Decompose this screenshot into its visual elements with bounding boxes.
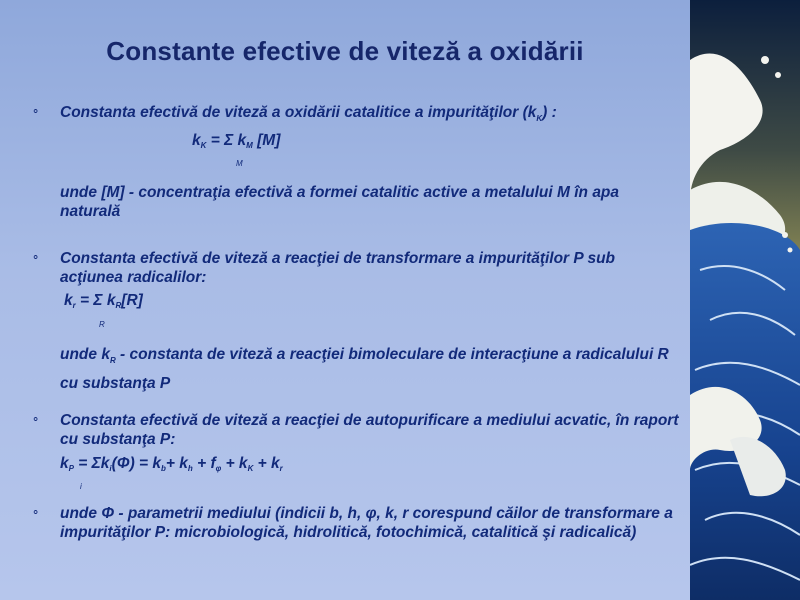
bullet-marker-1: ⚬ xyxy=(31,106,41,118)
formula-kr-index: R xyxy=(99,320,105,329)
formula-kk-index: M xyxy=(236,159,243,168)
bullet-3-text: Constanta efectivă de viteză a reacţiei de autopurificare a mediului acvatic, în raport cu substanţa P: xyxy=(60,412,679,448)
sigma-symbol: Σ xyxy=(91,455,101,472)
bullet-marker-4: ⚬ xyxy=(31,507,41,519)
formula-kr: $k_r = \Sigma$ $k_R[R]$ xyxy=(64,292,143,310)
desc-3: unde Φ - parametrii mediului (indicii b, h, φ, k, r corespund căilor de transformare a impurităţilor P: microbiologică, hidrolitică, fotochimică, catalitică şi radicalică) xyxy=(60,505,673,541)
wave-decoration-image xyxy=(690,0,800,600)
bullet-marker-2: ⚬ xyxy=(31,252,41,264)
bullet-2-text: Constanta efectivă de viteză a reacţiei de transformare a impurităţilor P sub acţiunea radicalilor: xyxy=(60,250,616,286)
phi-symbol: Φ xyxy=(116,455,130,472)
desc-1: unde [M] - concentraţia efectivă a formei catalitic active a metalului M în apa naturală xyxy=(60,184,620,220)
sigma-symbol: Σ xyxy=(93,292,103,309)
formula-kp-index: i xyxy=(80,482,82,491)
formula-kk: $k_K = \Sigma$ $k_M$ [M] xyxy=(192,132,281,150)
sigma-symbol: Σ xyxy=(224,132,234,149)
bullet-marker-3: ⚬ xyxy=(31,414,41,426)
desc-2: unde $k_R$ - constanta de viteză a reacţiei bimoleculare de interacţiune a radicalului R cu substanţa P xyxy=(60,346,669,393)
formula-kp: $k_P = \Sigma k_i(\Phi) = k_b+ k_h + f_\varphi + k_K + k_r$ xyxy=(60,455,283,473)
bullet-1-text: Constanta efectivă de viteză a oxidării catalitice a impurităţilor $(k_K)$ : xyxy=(60,104,557,124)
slide-title: Constante efective de viteză a oxidării xyxy=(106,36,584,66)
